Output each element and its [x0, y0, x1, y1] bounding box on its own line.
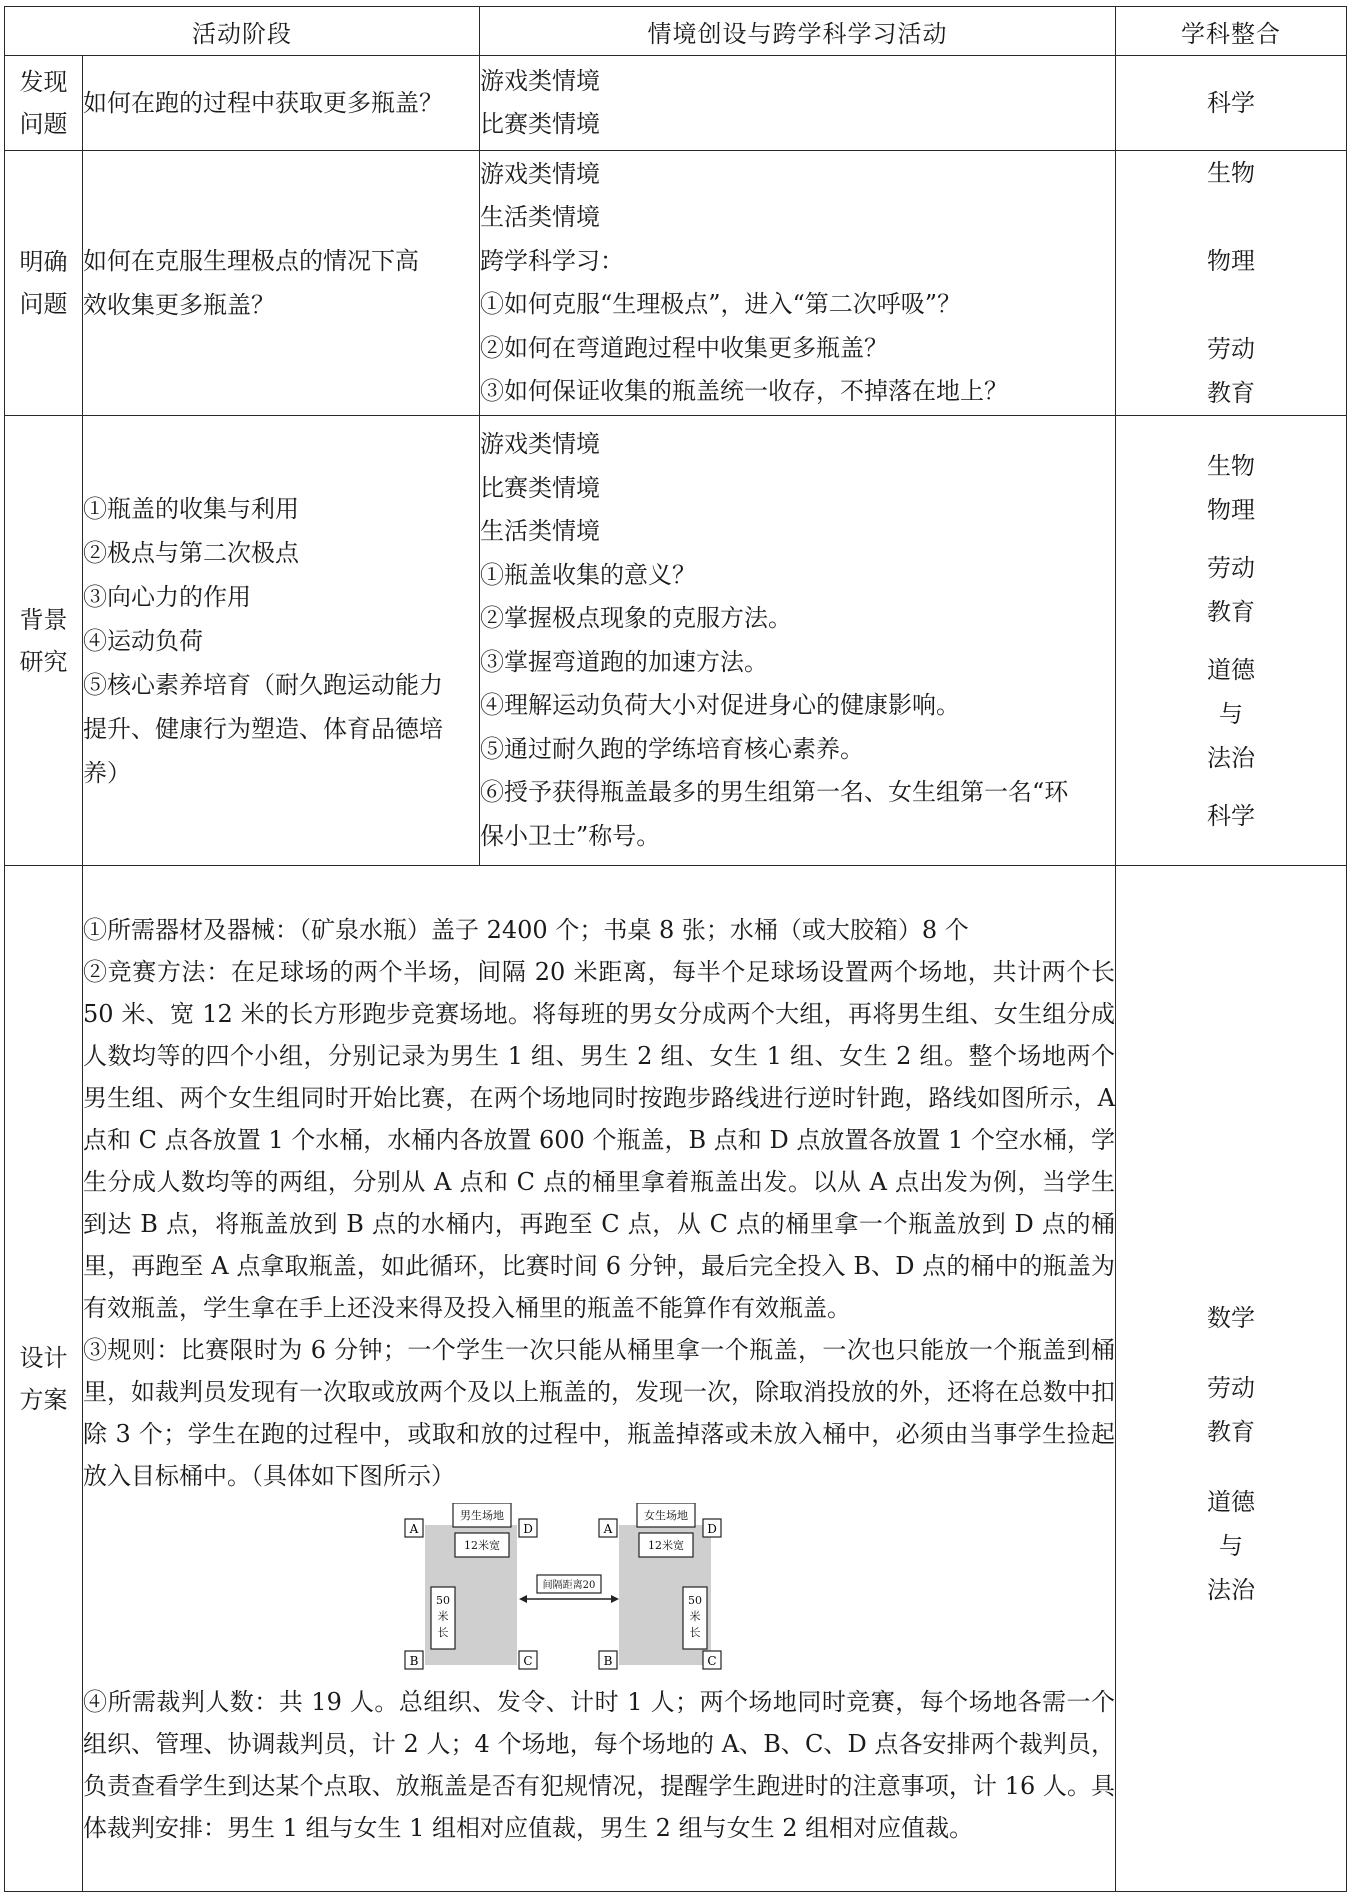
competition-method-paragraph: ②竞赛方法：在足球场的两个半场，间隔 20 米距离，每半个足球场设置两个场地，共计两个长 50 米、宽 12 米的长方形跑步竞赛场地。将每班的男女分成两个大组，再将男生组、女生组分成人数均等的四个小组，分别记录为男生 1 组、男生 2 组、女生 1 组、女生 2 组。整个场地两个男生组、两个女生组同时开始比赛，在两个场地同时按跑步路线进行逆时针跑，路线如图所示，A 点和 C 点各放置 1 个水桶，水桶内各放置 600 个瓶盖，B 点和 D 点放置各放置 1 个空水桶，学生分成人数均等的两组，分别从 A 点和 C 点的桶里拿着瓶盖出发。以从 A 点出发为例，当学生到达 B 点，将瓶盖放到 B 点的水桶内，再跑至 C 点，从 C 点的桶里拿一个瓶盖放到 D 点的桶里，再跑至 A 点拿取瓶盖，如此循环，比赛时间 6 分钟，最后完全投入 B、D 点的桶中的瓶盖为有效瓶盖，学生拿在手上还没来得及投入桶里的瓶盖不能算作有效瓶盖。	[83, 957, 1115, 1322]
stage-cell: 背景 研究	[5, 416, 83, 866]
corner-label-d: D	[707, 1521, 717, 1536]
equipment-paragraph: ①所需器材及器械：（矿泉水瓶）盖子 2400 个；书桌 8 张；水桶（或大胶箱）8 个	[83, 915, 969, 944]
stage-cell: 发现 问题	[5, 56, 83, 151]
gap-indicator	[519, 1575, 619, 1603]
subject-cell: 数学 劳动 教育 道德 与 法治	[1116, 866, 1347, 1892]
table-row	[5, 151, 1347, 416]
activity-cell: 游戏类情境 比赛类情境 生活类情境 ①瓶盖收集的意义？ ②掌握极点现象的克服方法。 ③掌握弯道跑的加速方法。 ④理解运动负荷大小对促进身心的健康影响。 ⑤通过耐久跑的学练培育核心素养。 ⑥授予获得瓶盖最多的男生组第一名、女生组第一名“环 保小卫士”称号。	[480, 416, 1116, 866]
question-cell: ①瓶盖的收集与利用 ②极点与第二次极点 ③向心力的作用 ④运动负荷 ⑤核心素养培育（耐久跑运动能力 提升、健康行为塑造、体育品德培 养）	[83, 416, 480, 866]
corner-label-b: B	[409, 1653, 419, 1668]
gap-label: 间隔距离20	[542, 1579, 596, 1591]
subject-cell: 科学	[1116, 56, 1347, 151]
corner-label-a: A	[603, 1521, 613, 1536]
activity-cell: 游戏类情境 比赛类情境	[480, 56, 1116, 151]
svg-text:50: 50	[688, 1593, 702, 1607]
corner-label-c: C	[523, 1653, 533, 1668]
girls-field-label: 女生场地	[644, 1508, 688, 1522]
stage-cell: 设计 方案	[5, 866, 83, 1892]
subject-cell: 生物 物理 劳动 教育 道德 与 法治 科学	[1116, 416, 1347, 866]
question-cell: 如何在跑的过程中获取更多瓶盖？	[83, 56, 480, 151]
activity-cell: 游戏类情境 生活类情境 跨学科学习： ①如何克服“生理极点”，进入“第二次呼吸”？ ②如何在弯道跑过程中收集更多瓶盖？ ③如何保证收集的瓶盖统一收存，不掉落在地上？	[480, 151, 1116, 416]
table-row	[5, 56, 1347, 151]
svg-text:50: 50	[436, 1593, 450, 1607]
corner-label-c: C	[707, 1653, 717, 1668]
table-header-row	[5, 7, 1347, 56]
svg-text:米: 米	[689, 1609, 701, 1623]
header-stage: 活动阶段	[5, 7, 480, 56]
question-cell: 如何在克服生理极点的情况下高 效收集更多瓶盖？	[83, 151, 480, 416]
corner-label-d: D	[523, 1521, 533, 1536]
referee-paragraph: ④所需裁判人数：共 19 人。总组织、发令、计时 1 人；两个场地同时竞赛，每个场地各需一个组织、管理、协调裁判员，计 2 人；4 个场地，每个场地的 A、B、C、D 点各安排两个裁判员，负责查看学生到达某个点取、放瓶盖是否有犯规情况，提醒学生跑进时的注意事项，计 16 人。具体裁判安排：男生 1 组与女生 1 组相对应值裁，男生 2 组与女生 2 组相对应值裁。	[83, 1687, 1115, 1842]
corner-label-a: A	[409, 1521, 419, 1536]
boys-field-label: 男生场地	[460, 1508, 504, 1522]
corner-label-b: B	[603, 1653, 613, 1668]
girls-width-label: 12米宽	[648, 1538, 684, 1552]
table-row	[5, 416, 1347, 866]
boys-field	[405, 1503, 537, 1669]
activity-plan-document	[4, 6, 1346, 1892]
header-subject: 学科整合	[1116, 7, 1347, 56]
table-row	[5, 866, 1347, 1892]
svg-text:长: 长	[437, 1625, 449, 1639]
rules-paragraph: ③规则：比赛限时为 6 分钟；一个学生一次只能从桶里拿一个瓶盖，一次也只能放一个瓶盖到桶里，如裁判员发现有一次取或放两个及以上瓶盖的，发现一次，除取消投放的外，还将在总数中扣除 3 个；学生在跑的过程中，或取和放的过程中，瓶盖掉落或未放入桶中，必须由当事学生捡起放入目标桶中。（具体如下图所示）	[83, 1335, 1115, 1490]
field-layout-diagram	[393, 1503, 723, 1681]
design-plan-cell	[83, 866, 1116, 1892]
stage-cell: 明确 问题	[5, 151, 83, 416]
subject-cell: 生物 物理 劳动 教育	[1116, 151, 1347, 416]
svg-text:长: 长	[689, 1625, 701, 1639]
header-activity: 情境创设与跨学科学习活动	[480, 7, 1116, 56]
girls-field	[599, 1503, 721, 1669]
svg-text:米: 米	[437, 1609, 449, 1623]
boys-width-label: 12米宽	[464, 1538, 500, 1552]
activity-plan-table	[4, 6, 1347, 1892]
